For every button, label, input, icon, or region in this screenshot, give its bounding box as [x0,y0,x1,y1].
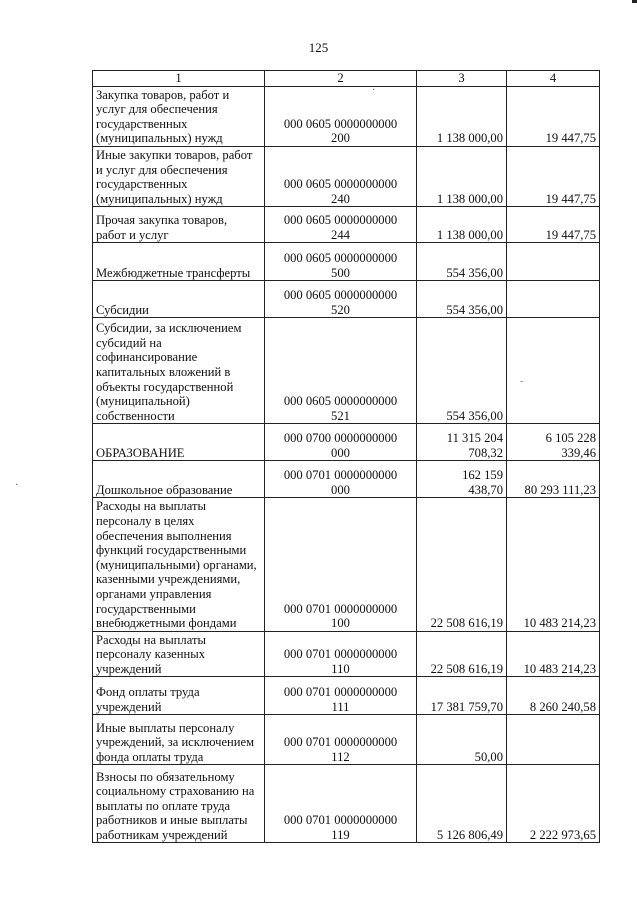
row-value-col3-cell [417,461,507,498]
row-code-cell [265,631,417,677]
cell-text-line: 554 356,00 [446,302,503,317]
row-value-col4-cell [507,677,600,715]
row-value-col4-cell [507,86,600,146]
cell-text-line: 22 508 616,19 [430,616,503,631]
table-row [93,86,600,146]
table-header-row [93,71,600,87]
cell-text-line: 554 356,00 [446,265,503,280]
cell-text-line: собственности [96,408,175,423]
row-name-cell [93,631,265,677]
cell-text-line: 000 0700 0000000000 [283,431,398,446]
row-value-col4-cell [507,243,600,281]
scan-speck: · [372,85,376,96]
cell-text-line: 000 0605 0000000000 [283,288,398,303]
scan-speck: · [15,480,19,491]
cell-text-line: 19 447,75 [545,227,596,242]
table-row [93,677,600,715]
row-code-cell [265,715,417,765]
cell-text-line: 80 293 111,23 [524,482,596,497]
row-value-col3-cell [417,207,507,243]
row-name-cell [93,461,265,498]
row-name-cell [93,765,265,843]
cell-text-line: 000 0605 0000000000 [283,177,398,192]
cell-text-line: 1 138 000,00 [436,191,503,206]
row-name-cell [93,498,265,631]
cell-text-line: Субсидии, за исключением [96,321,242,336]
cell-text-line: Взносы по обязательному [96,769,235,784]
cell-text-line: 000 0701 0000000000 [283,468,398,483]
row-value-col3-cell [417,677,507,715]
scan-edge-mark [632,0,637,3]
cell-text-line: работников и иные выплаты [96,813,248,828]
table-row [93,146,600,206]
row-value-col4-cell [507,207,600,243]
cell-text-line: 500 [331,265,350,280]
cell-text-line: Иные выплаты персоналу [96,720,235,735]
row-name-cell [93,86,265,146]
table-row [93,765,600,843]
cell-text-line: Иные закупки товаров, работ [96,147,253,162]
row-value-col4-cell [507,765,600,843]
cell-text-line: 000 0605 0000000000 [283,116,398,131]
cell-text-line: Субсидии [96,302,149,317]
row-value-col3-cell [417,86,507,146]
row-code-cell [265,146,417,206]
row-value-col3-cell [417,318,507,424]
cell-text-line: 000 0701 0000000000 [283,813,398,828]
cell-text-line: Расходы на выплаты [96,499,206,514]
cell-text-line: социальному страхованию на [96,784,255,799]
cell-text-line: 000 0701 0000000000 [283,685,398,700]
row-value-col4-cell [507,424,600,461]
row-code-cell [265,424,417,461]
cell-text-line: 5 126 806,49 [436,827,503,842]
cell-text-line: государственных [96,116,188,131]
row-value-col3-cell [417,243,507,281]
cell-text-line: (муниципальных) нужд [96,131,223,146]
cell-text-line: Прочая закупка товаров, [96,213,228,228]
cell-text-line: 10 483 214,23 [523,616,596,631]
row-name-cell [93,207,265,243]
cell-text-line: 100 [331,616,350,631]
cell-text-line: 520 [331,302,350,317]
row-code-cell [265,461,417,498]
table-row [93,498,600,631]
cell-text-line: 110 [331,661,350,676]
cell-text-line: работ и услуг [96,227,169,242]
cell-text-line: 200 [331,131,350,146]
cell-text-line: 1 138 000,00 [436,227,503,242]
cell-text-line: услуг для обеспечения [96,102,218,117]
row-value-col4-cell [507,631,600,677]
cell-text-line: персоналу казенных [96,647,206,662]
row-code-cell [265,207,417,243]
cell-text-line: субсидий на [96,335,162,350]
row-code-cell [265,318,417,424]
cell-text-line: ОБРАЗОВАНИЕ [96,445,185,460]
row-value-col3-cell [417,498,507,631]
cell-text-line: 438,70 [468,482,503,497]
column-header-3: 3 [417,71,507,87]
cell-text-line: 521 [331,408,350,423]
row-value-col4-cell [507,146,600,206]
cell-text-line: внебюджетными фондами [96,616,237,631]
cell-text-line: 000 0701 0000000000 [283,647,398,662]
row-code-cell [265,765,417,843]
cell-text-line: (муниципальными) органами, [96,557,257,572]
cell-text-line: 19 447,75 [545,191,596,206]
cell-text-line: Фонд оплаты труда [96,685,200,700]
cell-text-line: 554 356,00 [446,408,503,423]
cell-text-line: 22 508 616,19 [430,661,503,676]
cell-text-line: 000 0701 0000000000 [283,735,398,750]
cell-text-line: 244 [331,227,350,242]
cell-text-line: капитальных вложений в [96,364,231,379]
cell-text-line: персоналу в целях [96,513,195,528]
cell-text-line: объекты государственной [96,379,234,394]
row-value-col3-cell [417,281,507,318]
row-name-cell [93,281,265,318]
row-value-col4-cell [507,281,600,318]
cell-text-line: Дошкольное образование [96,482,233,497]
cell-text-line: обеспечения выполнения [96,528,232,543]
cell-text-line: фонда оплаты труда [96,749,204,764]
row-name-cell [93,424,265,461]
budget-table [92,70,600,843]
cell-text-line: и услуг для обеспечения [96,162,228,177]
table-row [93,631,600,677]
cell-text-line: 1 138 000,00 [436,131,503,146]
cell-text-line: функций государственными [96,543,247,558]
column-header-2: 2 [265,71,417,87]
cell-text-line: 2 222 973,65 [529,827,596,842]
cell-text-line: государственных [96,177,188,192]
cell-text-line: 708,32 [468,445,503,460]
row-code-cell [265,86,417,146]
row-name-cell [93,715,265,765]
cell-text-line: органами управления [96,586,212,601]
cell-text-line: 339,46 [561,445,596,460]
cell-text-line: государственными [96,601,196,616]
row-value-col4-cell [507,498,600,631]
row-code-cell [265,677,417,715]
cell-text-line: 240 [331,191,350,206]
scan-mark-icon: ˜ [520,380,524,391]
row-name-cell [93,318,265,424]
row-value-col4-cell [507,461,600,498]
cell-text-line: 17 381 759,70 [430,699,503,714]
cell-text-line: выплаты по оплате труда [96,798,231,813]
row-value-col3-cell [417,146,507,206]
cell-text-line: 119 [331,827,350,842]
table-row [93,243,600,281]
page-number: 125 [308,40,329,55]
cell-text-line: 6 105 228 [545,431,596,446]
column-header-4: 4 [507,71,600,87]
column-header-1: 1 [93,71,265,87]
row-code-cell [265,498,417,631]
row-value-col3-cell [417,424,507,461]
table-row [93,461,600,498]
cell-text-line: 000 0605 0000000000 [283,394,398,409]
cell-text-line: (муниципальной) [96,394,190,409]
cell-text-line: 000 0701 0000000000 [283,601,398,616]
cell-text-line: 000 [331,445,350,460]
row-name-cell [93,677,265,715]
table-row [93,207,600,243]
cell-text-line: учреждений, за исключением [96,735,255,750]
row-value-col4-cell [507,318,600,424]
cell-text-line: казенными учреждениями, [96,572,241,587]
table-row [93,715,600,765]
table-row [93,318,600,424]
cell-text-line: 11 315 204 [446,431,503,446]
cell-text-line: 000 [331,482,350,497]
row-value-col3-cell [417,765,507,843]
cell-text-line: 19 447,75 [545,131,596,146]
cell-text-line: 162 159 [462,468,503,483]
row-code-cell [265,243,417,281]
cell-text-line: учреждений [96,661,162,676]
cell-text-line: Межбюджетные трансферты [96,265,251,280]
row-name-cell [93,243,265,281]
cell-text-line: 111 [331,699,350,714]
cell-text-line: учреждений [96,699,162,714]
row-value-col3-cell [417,631,507,677]
cell-text-line: (муниципальных) нужд [96,191,223,206]
cell-text-line: Закупка товаров, работ и [96,87,230,102]
table-row [93,281,600,318]
cell-text-line: софинансирование [96,350,198,365]
cell-text-line: 50,00 [474,749,503,764]
row-value-col4-cell [507,715,600,765]
cell-text-line: 10 483 214,23 [523,661,596,676]
cell-text-line: 000 0605 0000000000 [283,213,398,228]
cell-text-line: 8 260 240,58 [529,699,596,714]
row-code-cell [265,281,417,318]
row-value-col3-cell [417,715,507,765]
table-row [93,424,600,461]
row-name-cell [93,146,265,206]
cell-text-line: Расходы на выплаты [96,632,206,647]
cell-text-line: работникам учреждений [96,827,228,842]
cell-text-line: 000 0605 0000000000 [283,251,398,266]
cell-text-line: 112 [331,749,350,764]
